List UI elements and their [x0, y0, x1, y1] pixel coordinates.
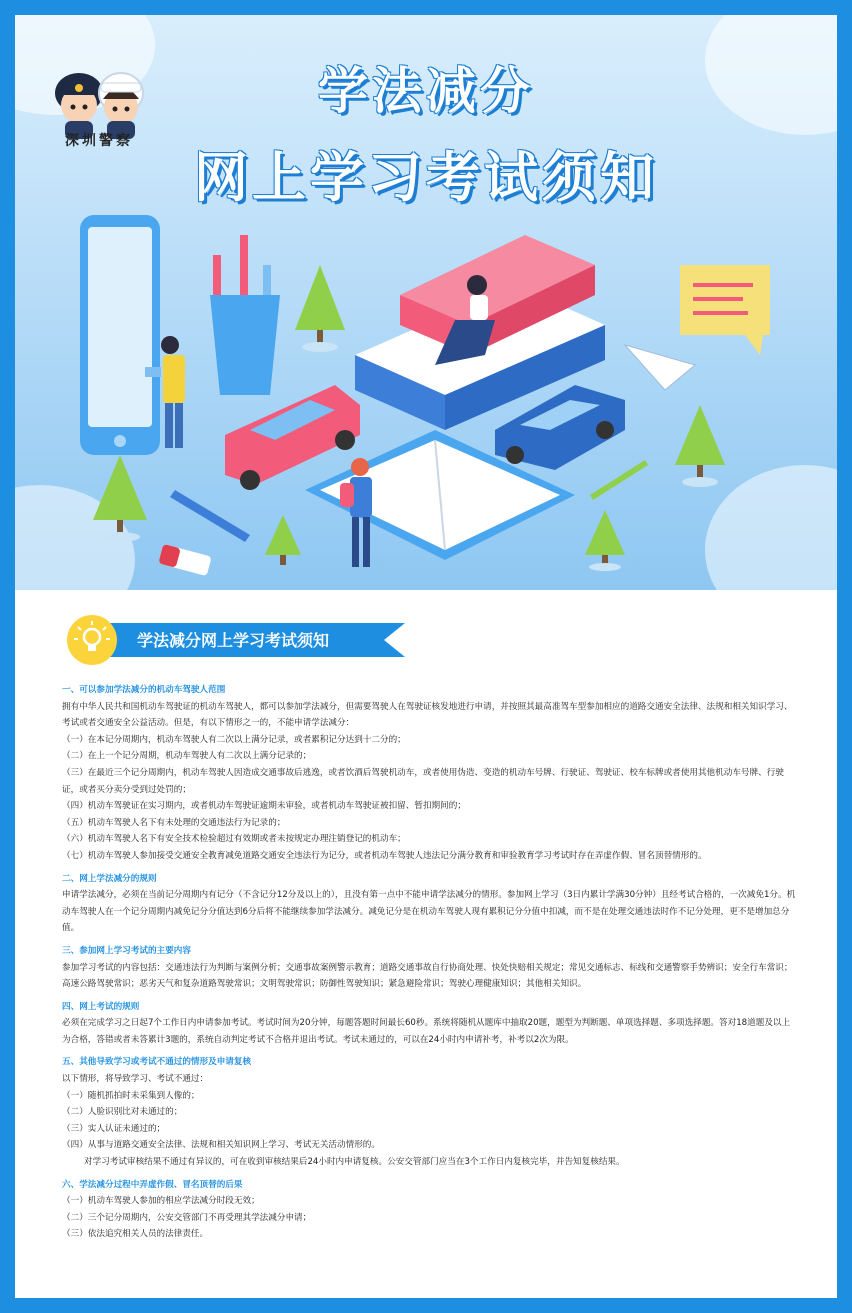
- tree-decoration: [93, 455, 147, 542]
- paragraph: 申请学法减分，必须在当前记分周期内有记分（不含记分12分及以上的），且没有第一点中不能申请学法减分的情形。参加网上学习（3日内累计学满30分钟）且经考试合格的，一次减免1分。机动车驾驶人在一个记分周期内减免记分分值达到6分后将不能继续参加学法减分。减免记分是在机动车驾驶人现有累积记分分值中扣减，而不是在处理交通违法时作不记分处理，更不是增加总分值。: [62, 890, 796, 934]
- paragraph: 拥有中华人民共和国机动车驾驶证的机动车驾驶人，都可以参加学法减分，但需要驾驶人在驾驶证核发地进行申请，并按照其最高准驾车型参加相应的道路交通安全法律、法规和相关知识学习、考试或者交通安全公益活动。但是，有以下情形之一的，不能申请学法减分：: [62, 701, 793, 729]
- list-item: （一）机动车驾驶人参加的相应学法减分时段无效；: [62, 1196, 260, 1207]
- hero-section: [15, 15, 837, 590]
- lightbulb-icon: [67, 615, 117, 665]
- list-item: （七）机动车驾驶人参加接受交通安全教育减免道路交通安全违法行为记分，或者机动车驾驶人违法记分满分教育和审验教育学习考试时存在弄虚作假、冒名顶替情形的。: [62, 850, 707, 861]
- section-banner: [67, 615, 387, 663]
- tree-decoration: [295, 265, 345, 352]
- speech-note: [680, 265, 770, 355]
- pencil-cup: [210, 235, 280, 395]
- section-4: [62, 999, 797, 1049]
- list-item: （一）在本记分周期内，机动车驾驶人有二次以上满分记录，或者累积记分达到十二分的；: [62, 734, 406, 745]
- tree-decoration: [585, 510, 625, 571]
- section-heading: 六、学法减分过程中弄虚作假、冒名顶替的后果: [62, 1179, 243, 1190]
- paragraph: 必须在完成学习之日起7个工作日内申请参加考试。考试时间为20分钟，每题答题时间最长60秒。系统将随机从题库中抽取20题，题型为判断题、单项选择题、多项选择题。答对18道题及以上为合格，答错或者未答累计3题的，系统自动判定考试不合格并退出考试。考试未通过的，可以在24小时内申请补考，补考以2次为限。: [62, 1018, 791, 1045]
- main-title-line1: 学法减分: [318, 62, 534, 120]
- list-item: （二）在上一个记分周期，机动车驾驶人有二次以上满分记录的；: [62, 751, 312, 762]
- paragraph: 参加学习考试的内容包括：交通违法行为判断与案例分析；交通事故案例警示教育；道路交通事故自行协商处理、快处快赔相关规定；常见交通标志、标线和交通警察手势辨识；安全行车常识；高速公路驾驶常识；恶劣天气和复杂道路驾驶常识；文明驾驶常识；防御性驾驶知识；紧急避险常识；驾驶心理健康知识；其他相关知识。: [62, 962, 793, 990]
- list-item: （三）实人认证未通过的；: [62, 1123, 166, 1134]
- paragraph: 以下情形，将导致学习、考试不通过：: [62, 1074, 209, 1085]
- list-item: （六）机动车驾驶人名下有安全技术检验超过有效期或者未按规定办理注销登记的机动车；: [62, 834, 406, 845]
- list-item: （三）依法追究相关人员的法律责任。: [62, 1229, 209, 1240]
- poster: [15, 15, 837, 1298]
- pencil: [590, 460, 648, 500]
- pen: [170, 490, 250, 542]
- main-title-line2: 网上学习考试须知: [194, 146, 658, 209]
- section-heading: 三、参加网上学习考试的主要内容: [62, 945, 191, 956]
- section-1: [62, 682, 797, 865]
- section-heading: 五、其他导致学习或考试不通过的情形及申请复核: [62, 1057, 252, 1068]
- study-illustration: [15, 205, 837, 590]
- list-item: （二）三个记分周期内，公安交管部门不再受理其学法减分申请；: [62, 1212, 312, 1223]
- list-item: （四）机动车驾驶证在实习期内，或者机动车驾驶证逾期未审验，或者机动车驾驶证被扣留、暂扣期间的；: [62, 801, 466, 812]
- list-item: （五）机动车驾驶人名下有未处理的交通违法行为记录的；: [62, 817, 286, 828]
- protractor-ruler: [625, 345, 695, 390]
- glue-stick: [158, 544, 211, 576]
- section-3: [62, 943, 797, 993]
- tree-decoration: [675, 405, 725, 487]
- section-6: [62, 1177, 797, 1243]
- notice-content: [62, 682, 797, 1249]
- banner-title: 学法减分网上学习考试须知: [137, 631, 330, 650]
- section-2: [62, 871, 797, 937]
- section-heading: 四、网上考试的规则: [62, 1001, 140, 1012]
- section-heading: 二、网上学法减分的规则: [62, 873, 157, 884]
- logo-text: 深圳警察: [65, 133, 133, 149]
- section-5: [62, 1054, 797, 1170]
- section-heading: 一、可以参加学法减分的机动车驾驶人范围: [62, 685, 226, 695]
- paragraph: 对学习考试审核结果不通过有异议的，可在收到审核结果后24小时内申请复核。公安交管部门应当在3个工作日内复核完毕，并告知复核结果。: [84, 1157, 625, 1168]
- tree-decoration: [265, 515, 301, 565]
- list-item: （一）随机抓拍时未采集到人像的；: [62, 1090, 200, 1101]
- phone-graphic: [80, 215, 160, 455]
- list-item: （三）在最近三个记分周期内，机动车驾驶人因造成交通事故后逃逸，或者饮酒后驾驶机动车，或者使用伪造、变造的机动车号牌、行驶证、驾驶证、校车标牌或者使用其他机动车号牌、行驶证，或者买分卖分受到过处罚的；: [62, 767, 784, 795]
- list-item: （二）人脸识别比对未通过的；: [62, 1107, 183, 1118]
- list-item: （四）从事与道路交通安全法律、法规和相关知识网上学习、考试无关活动情形的。: [62, 1140, 380, 1151]
